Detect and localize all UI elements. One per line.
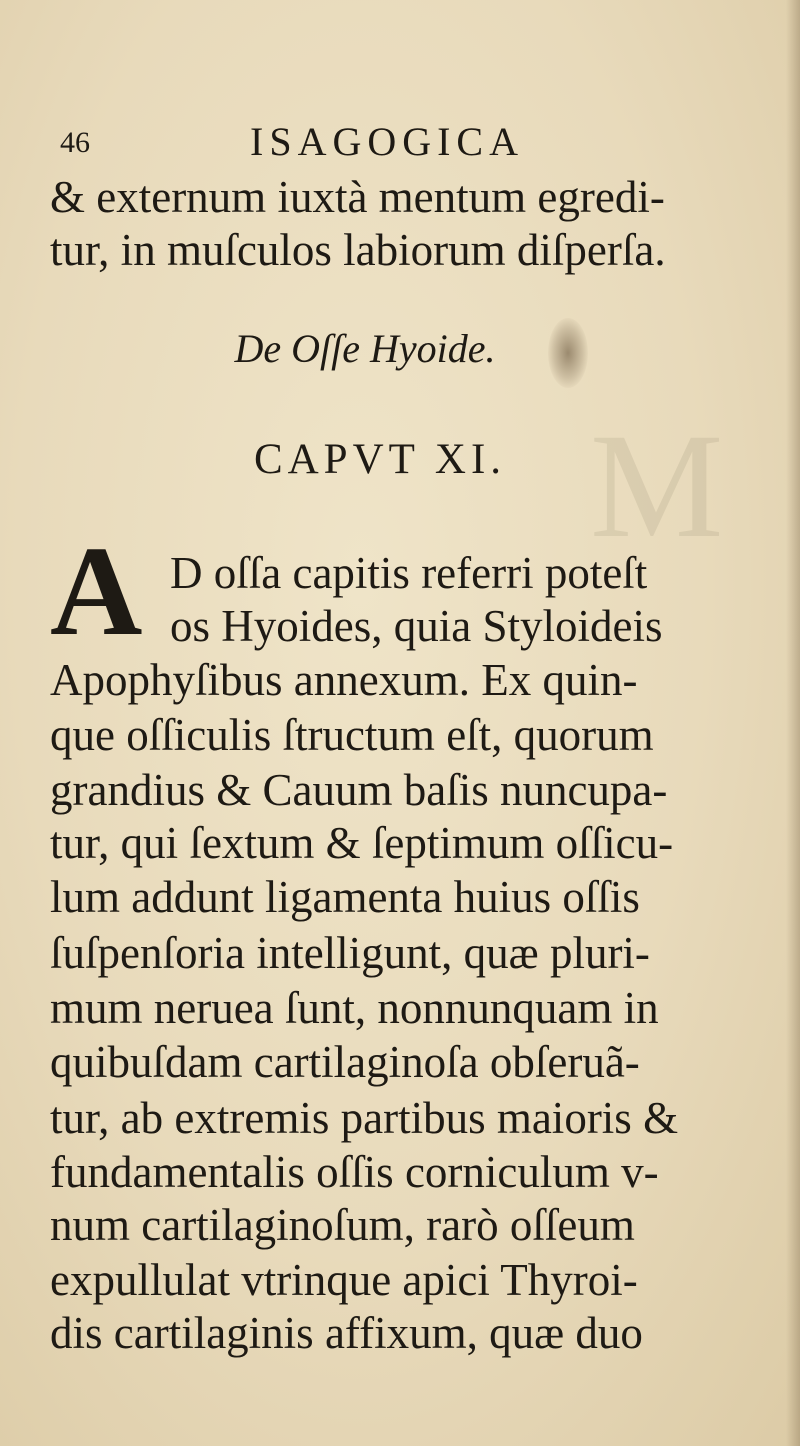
text-line: tur, in muſculos labiorum diſperſa. (50, 225, 666, 275)
bleed-through-mark: M (590, 403, 724, 569)
text-line: expullulat vtrinque apici Thyroi- (50, 1255, 638, 1305)
text-line: & externum iuxtà mentum egredi- (50, 172, 665, 222)
text-line: lum addunt ligamenta huius oſſis (50, 872, 640, 922)
chapter-heading: CAPVT XI. (253, 436, 507, 483)
text-line: grandius & Cauum baſis nuncupa- (50, 765, 668, 815)
text-line: mum neruea ſunt, nonnunquam in (50, 983, 659, 1033)
text-line: D oſſa capitis referri poteſt (170, 548, 648, 598)
text-line: os Hyoides, quia Styloideis (170, 601, 663, 651)
text-line: tur, qui ſextum & ſeptimum oſſicu- (50, 818, 674, 868)
text-line: quibuſdam cartilaginoſa obſeruã- (50, 1037, 640, 1087)
text-line: tur, ab extremis partibus maioris & (50, 1093, 679, 1143)
text-line: ſuſpenſoria intelligunt, quæ pluri- (50, 928, 650, 978)
text-line: dis cartilaginis affixum, quæ duo (50, 1308, 643, 1358)
text-line: Apophyſibus annexum. Ex quin- (50, 655, 638, 705)
running-title: ISAGOGICA (250, 119, 524, 164)
text-line: fundamentalis oſſis corniculum v- (50, 1147, 659, 1197)
text-line: que oſſiculis ſtructum eſt, quorum (50, 710, 654, 760)
page-number: 46 (60, 126, 90, 159)
section-title: De Oſſe Hyoide. (234, 326, 496, 371)
drop-cap: A (50, 520, 143, 662)
text-line: num cartilaginoſum, rarò oſſeum (50, 1200, 635, 1250)
